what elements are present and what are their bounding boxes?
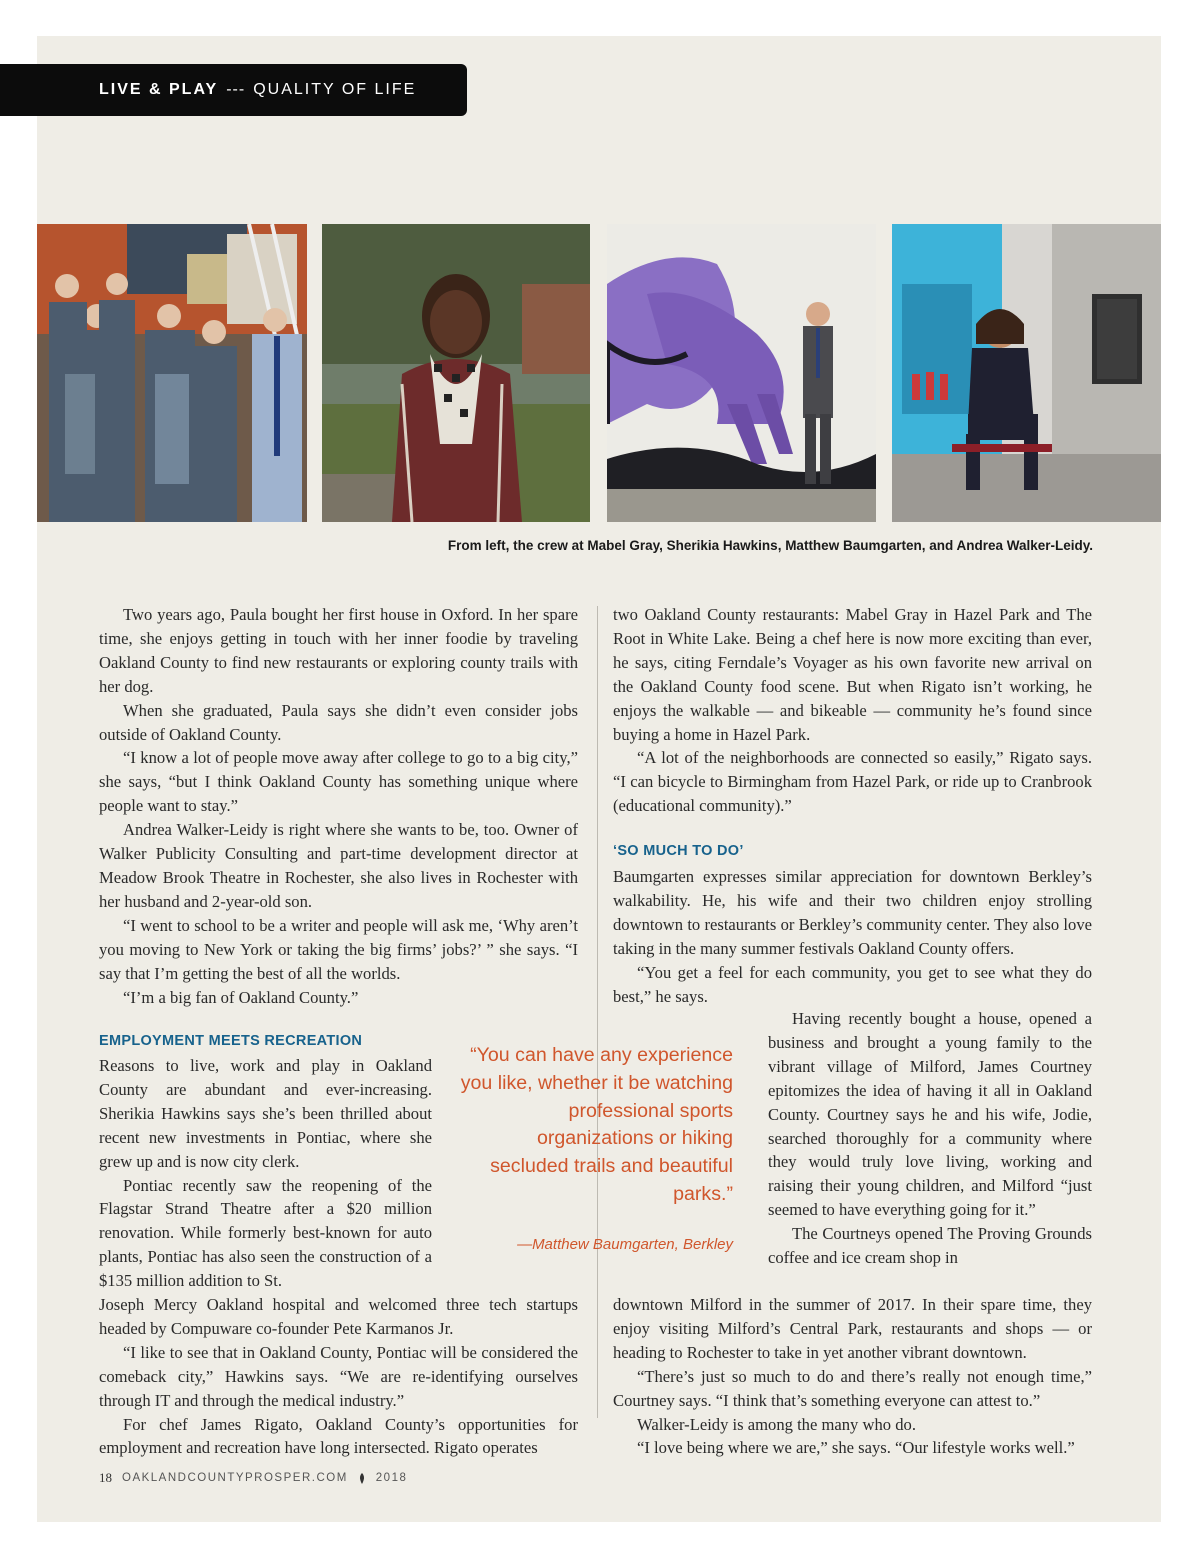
column-divider [597, 606, 598, 1418]
paragraph: two Oakland County restaurants: Mabel Gray in Hazel Park and The Root in White Lake. Being a chef here is now more exciting than ever, he says, citing Ferndale’s Voyager as his own favorite new arrival on the Oakland County food scene. But when Rigato isn’t working, he enjoys the walkable — and bikeable — community he’s found since buying a home in Hazel Park. [613, 605, 1092, 744]
pull-quote: “You can have any experience you like, whether it be watching professional sports organizations or hiking secluded trails and beautiful parks.” [460, 1044, 733, 1205]
subhead-employment: EMPLOYMENT MEETS RECREATION [99, 1033, 363, 1049]
paragraph: Having recently bought a house, opened a business and brought a young family to the vibrant village of Milford, James Courtney epitomizes the idea of having it all in Oakland County. Courtney says he and his wife, Jodie, searched thoroughly for a community where they would truly love living, working and raising their young children, and Milford “just seemed to have everything going for it.” [768, 1009, 1092, 1220]
article-right-mid [613, 865, 1092, 1008]
photo-matthew-baumgarten [607, 224, 876, 522]
paragraph: Andrea Walker-Leidy is right where she wants to be, too. Owner of Walker Publicity Consulting and part-time development director at Meadow Brook Theatre in Rochester, she also lives in Rochester with her husband and 2-year-old son. [99, 820, 578, 911]
paragraph: Baumgarten expresses similar appreciation for downtown Berkley’s walkability. He, his wife and their two children enjoy strolling downtown to restaurants or Berkley’s community center. They also love taking in the many summer festivals Oakland County offers. [613, 867, 1092, 958]
paragraph: Two years ago, Paula bought her first house in Oxford. In her spare time, she enjoys getting in touch with her inner foodie by traveling Oakland County to find new restaurants or exploring county trails with her dog. [99, 605, 578, 696]
footer-year: 2018 [375, 1472, 408, 1484]
paragraph: “I’m a big fan of Oakland County.” [123, 987, 359, 1007]
paragraph: downtown Milford in the summer of 2017. In their spare time, they enjoy visiting Milford’s Central Park, restaurants and shops — or heading to Rochester to take in yet another vibrant downtown. [613, 1295, 1092, 1362]
article-left-top [99, 603, 578, 1009]
paragraph: “I know a lot of people move away after college to go to a big city,” she says, “but I think Oakland County has something unique where people want to stay.” [99, 748, 578, 816]
paragraph: “You get a feel for each community, you get to see what they do best,” he says. [613, 962, 1092, 1006]
paragraph: For chef James Rigato, Oakland County’s opportunities for employment and recreation have long intersected. Rigato operates [99, 1414, 578, 1458]
article-right-narrow [768, 1007, 1092, 1270]
article-right-top [613, 603, 1092, 818]
section-label-bold: LIVE & PLAY [99, 81, 219, 98]
section-tab [0, 64, 467, 116]
paragraph: “I like to see that in Oakland County, Pontiac will be considered the comeback city,” Hawkins says. “We are re-identifying ourselves through IT and through the medical industry.” [99, 1342, 578, 1410]
photo-andrea-walker-leidy [892, 224, 1161, 522]
article-right-bottom [613, 1293, 1092, 1460]
paragraph: The Courtneys opened The Proving Grounds coffee and ice cream shop in [768, 1224, 1092, 1268]
paragraph: Walker-Leidy is among the many who do. [637, 1414, 916, 1434]
article-left-bottom [99, 1293, 578, 1460]
leaf-icon [358, 1473, 366, 1484]
paragraph: “I went to school to be a writer and people will ask me, ‘Why aren’t you moving to New York or taking the big firms’ jobs?’ ” she says. “I say that I’m getting the best of all the worlds. [99, 915, 578, 983]
section-label: QUALITY OF LIFE [253, 81, 417, 98]
paragraph: Pontiac recently saw the reopening of the Flagstar Strand Theatre after a $20 million renovation. While formerly best-known for auto plants, Pontiac has also seen the construction of a $135 million addition to St. [99, 1175, 432, 1291]
paragraph: “There’s just so much to do and there’s really not enough time,” Courtney says. “I think that’s something everyone can attest to.” [613, 1366, 1092, 1410]
subhead-so-much-to-do: ‘SO MUCH TO DO’ [613, 843, 744, 859]
pull-quote-attribution: —Matthew Baumgarten, Berkley [517, 1236, 733, 1253]
photo-mabel-gray-crew [37, 224, 307, 522]
paragraph: “A lot of the neighborhoods are connected so easily,” Rigato says. “I can bicycle to Birmingham from Hazel Park, or ride up to Cranbrook (educational community).” [613, 748, 1092, 816]
section-separator: --- [226, 81, 246, 98]
paragraph: “I love being where we are,” she says. “Our lifestyle works well.” [637, 1438, 1075, 1458]
paragraph: Reasons to live, work and play in Oakland County are abundant and ever-increasing. Sherikia Hawkins says she’s been thrilled about recent new investments in Pontiac, where she grew up and is now city clerk. [99, 1056, 432, 1171]
page-footer [99, 1470, 407, 1486]
paragraph: When she graduated, Paula says she didn’t even consider jobs outside of Oakland County. [99, 700, 578, 744]
footer-site: OAKLANDCOUNTYPROSPER.COM [122, 1472, 348, 1484]
photo-sherikia-hawkins [322, 224, 590, 522]
article-left-narrow [99, 1054, 432, 1293]
page-number: 18 [99, 1470, 112, 1485]
paragraph: Joseph Mercy Oakland hospital and welcomed three tech startups headed by Compuware co-founder Pete Karmanos Jr. [99, 1295, 578, 1338]
photo-caption: From left, the crew at Mabel Gray, Sherikia Hawkins, Matthew Baumgarten, and Andrea Walker-Leidy. [447, 538, 1093, 553]
